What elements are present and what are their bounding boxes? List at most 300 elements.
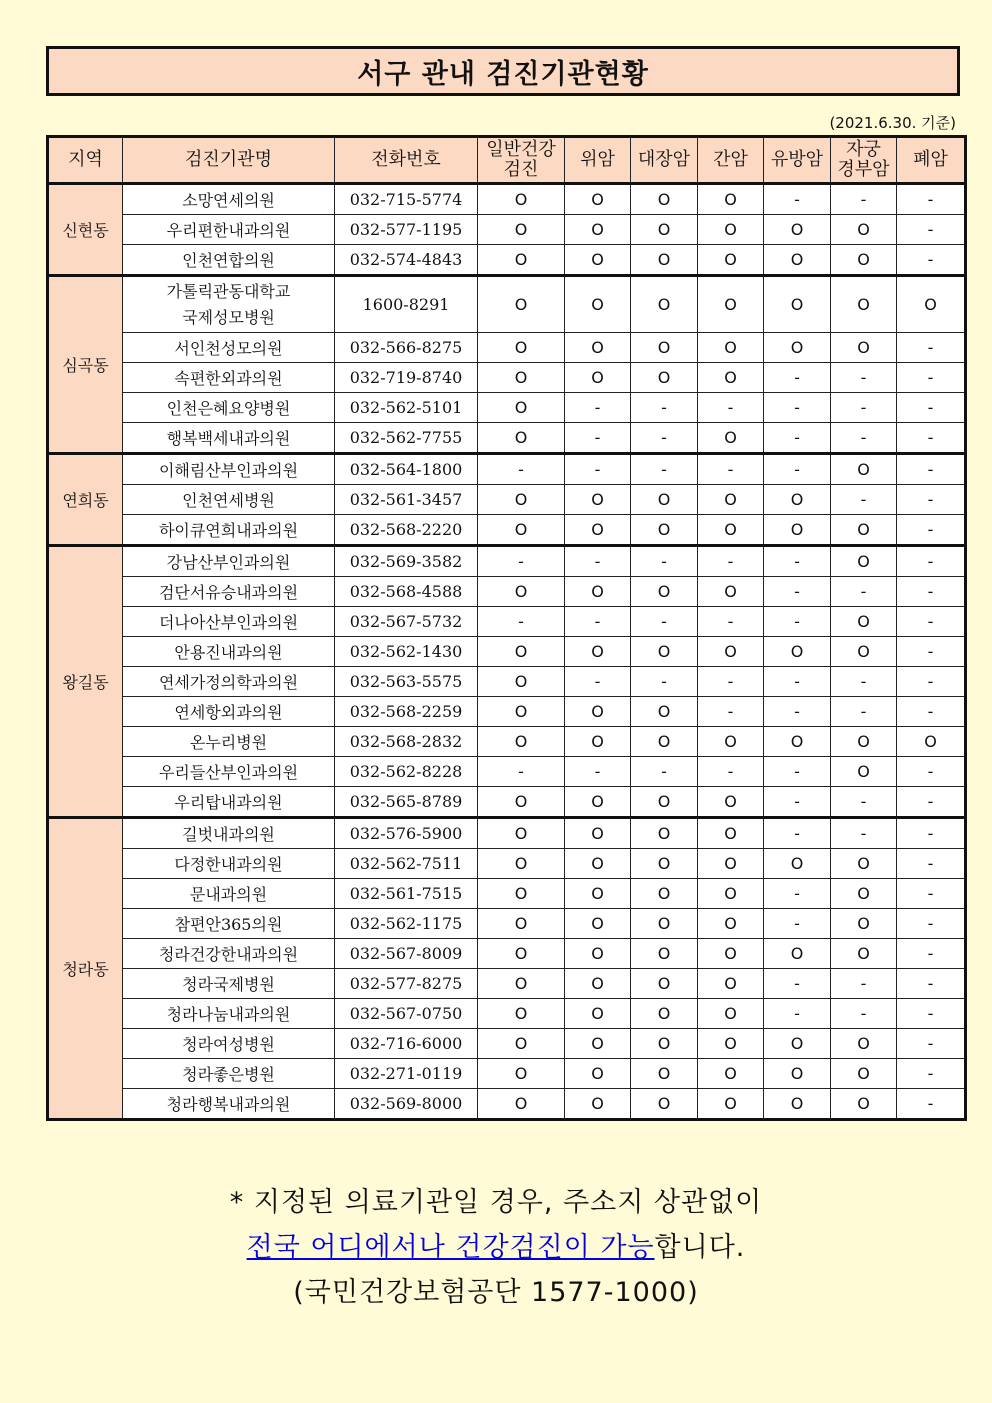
availability-mark: O <box>764 939 831 969</box>
availability-mark: O <box>831 454 897 485</box>
availability-mark: - <box>764 969 831 999</box>
availability-mark: - <box>897 1089 966 1120</box>
availability-mark: - <box>565 667 631 697</box>
availability-mark: O <box>478 1089 565 1120</box>
availability-mark: O <box>478 909 565 939</box>
table-row <box>48 757 966 787</box>
availability-mark: O <box>478 393 565 423</box>
table-row <box>48 999 966 1029</box>
clinic-phone: 032-577-1195 <box>335 215 478 245</box>
availability-mark: - <box>831 577 897 607</box>
clinic-table <box>46 135 967 1121</box>
availability-mark: - <box>897 515 966 546</box>
availability-mark: - <box>897 969 966 999</box>
availability-mark: O <box>478 184 565 215</box>
availability-mark: - <box>764 697 831 727</box>
availability-mark: - <box>831 697 897 727</box>
availability-mark: - <box>897 667 966 697</box>
availability-mark: O <box>698 879 764 909</box>
clinic-phone: 032-568-2259 <box>335 697 478 727</box>
availability-mark: - <box>897 577 966 607</box>
availability-mark: O <box>478 697 565 727</box>
availability-mark: O <box>565 485 631 515</box>
availability-mark: O <box>698 909 764 939</box>
availability-mark: O <box>698 276 764 333</box>
availability-mark: O <box>478 515 565 546</box>
clinic-phone: 032-567-5732 <box>335 607 478 637</box>
table-row <box>48 215 966 245</box>
notice-line-1: * 지정된 의료기관일 경우, 주소지 상관없이 <box>229 1187 763 1218</box>
availability-mark: - <box>764 454 831 485</box>
availability-mark: O <box>565 727 631 757</box>
availability-mark: O <box>631 939 698 969</box>
clinic-name: 하이큐연희내과의원 <box>123 515 335 546</box>
availability-mark: - <box>897 546 966 577</box>
header-lung-cancer: 폐암 <box>897 137 966 184</box>
table-row <box>48 454 966 485</box>
availability-mark: O <box>631 515 698 546</box>
table-row <box>48 607 966 637</box>
availability-mark: O <box>478 727 565 757</box>
availability-mark: O <box>897 727 966 757</box>
availability-mark: O <box>631 818 698 849</box>
table-row <box>48 1059 966 1089</box>
availability-mark: O <box>631 1089 698 1120</box>
availability-mark: - <box>897 849 966 879</box>
clinic-phone: 032-569-8000 <box>335 1089 478 1120</box>
clinic-name: 우리탑내과의원 <box>123 787 335 818</box>
clinic-name: 청라국제병원 <box>123 969 335 999</box>
availability-mark: O <box>631 1029 698 1059</box>
clinic-phone: 032-576-5900 <box>335 818 478 849</box>
clinic-name: 문내과의원 <box>123 879 335 909</box>
availability-mark: O <box>478 667 565 697</box>
availability-mark: O <box>631 184 698 215</box>
availability-mark: - <box>831 184 897 215</box>
availability-mark: O <box>631 333 698 363</box>
availability-mark: O <box>631 363 698 393</box>
clinic-name: 청라여성병원 <box>123 1029 335 1059</box>
availability-mark: - <box>631 423 698 454</box>
table-row <box>48 245 966 276</box>
availability-mark: O <box>478 577 565 607</box>
availability-mark: O <box>565 184 631 215</box>
availability-mark: - <box>897 879 966 909</box>
availability-mark: O <box>478 939 565 969</box>
availability-mark: O <box>698 333 764 363</box>
clinic-phone: 032-562-7511 <box>335 849 478 879</box>
availability-mark: O <box>698 1059 764 1089</box>
availability-mark: O <box>478 245 565 276</box>
availability-mark: O <box>764 215 831 245</box>
table-row <box>48 1029 966 1059</box>
availability-mark: O <box>698 727 764 757</box>
availability-mark: O <box>565 697 631 727</box>
table-row <box>48 849 966 879</box>
clinic-name: 행복백세내과의원 <box>123 423 335 454</box>
availability-mark: O <box>631 245 698 276</box>
availability-mark: - <box>897 245 966 276</box>
availability-mark: O <box>764 1029 831 1059</box>
availability-mark: - <box>764 999 831 1029</box>
table-row <box>48 637 966 667</box>
availability-mark: O <box>565 363 631 393</box>
table-row <box>48 393 966 423</box>
availability-mark: O <box>831 757 897 787</box>
availability-mark: - <box>764 546 831 577</box>
clinic-phone: 032-574-4843 <box>335 245 478 276</box>
availability-mark: O <box>565 939 631 969</box>
availability-mark: - <box>897 1029 966 1059</box>
availability-mark: O <box>698 577 764 607</box>
availability-mark: O <box>831 276 897 333</box>
header-stomach-cancer: 위암 <box>565 137 631 184</box>
availability-mark: - <box>897 787 966 818</box>
availability-mark: - <box>897 697 966 727</box>
clinic-phone: 032-577-8275 <box>335 969 478 999</box>
clinic-phone: 1600-8291 <box>335 276 478 333</box>
availability-mark: O <box>764 485 831 515</box>
availability-mark: - <box>897 999 966 1029</box>
availability-mark: O <box>478 363 565 393</box>
availability-mark: O <box>478 818 565 849</box>
clinic-name: 청라행복내과의원 <box>123 1089 335 1120</box>
availability-mark: O <box>831 333 897 363</box>
availability-mark: O <box>698 423 764 454</box>
table-row <box>48 546 966 577</box>
availability-mark: O <box>831 515 897 546</box>
region-cell: 신현동 <box>48 184 123 276</box>
availability-mark: O <box>478 637 565 667</box>
clinic-phone: 032-567-8009 <box>335 939 478 969</box>
clinic-name: 우리들산부인과의원 <box>123 757 335 787</box>
availability-mark: O <box>764 333 831 363</box>
availability-mark: O <box>478 1029 565 1059</box>
clinic-phone: 032-562-8228 <box>335 757 478 787</box>
availability-mark: - <box>831 999 897 1029</box>
availability-mark: - <box>698 393 764 423</box>
availability-mark: O <box>698 1029 764 1059</box>
availability-mark: O <box>565 818 631 849</box>
availability-mark: O <box>631 879 698 909</box>
table-row <box>48 727 966 757</box>
clinic-name: 안용진내과의원 <box>123 637 335 667</box>
availability-mark: O <box>565 276 631 333</box>
table-row <box>48 969 966 999</box>
availability-mark: O <box>631 727 698 757</box>
availability-mark: - <box>478 607 565 637</box>
availability-mark: O <box>565 999 631 1029</box>
availability-mark: O <box>698 818 764 849</box>
availability-mark: - <box>764 607 831 637</box>
availability-mark: - <box>831 393 897 423</box>
clinic-phone: 032-716-6000 <box>335 1029 478 1059</box>
notice-line-2-rest: 합니다. <box>654 1232 746 1263</box>
availability-mark: - <box>897 607 966 637</box>
availability-mark: O <box>565 849 631 879</box>
availability-mark: O <box>698 787 764 818</box>
availability-mark: - <box>897 637 966 667</box>
availability-mark: - <box>831 787 897 818</box>
availability-mark: O <box>478 215 565 245</box>
clinic-name: 인천은혜요양병원 <box>123 393 335 423</box>
table-row <box>48 276 966 333</box>
availability-mark: O <box>565 1089 631 1120</box>
region-cell: 심곡동 <box>48 276 123 454</box>
availability-mark: O <box>698 969 764 999</box>
availability-mark: O <box>831 849 897 879</box>
availability-mark: O <box>565 879 631 909</box>
availability-mark: O <box>831 909 897 939</box>
availability-mark: - <box>764 757 831 787</box>
clinic-name: 온누리병원 <box>123 727 335 757</box>
availability-mark: O <box>698 1089 764 1120</box>
availability-mark: O <box>478 879 565 909</box>
availability-mark: O <box>565 969 631 999</box>
clinic-phone: 032-567-0750 <box>335 999 478 1029</box>
table-row <box>48 1089 966 1120</box>
availability-mark: O <box>698 245 764 276</box>
availability-mark: O <box>764 245 831 276</box>
header-region: 지역 <box>48 137 123 184</box>
availability-mark: O <box>831 637 897 667</box>
availability-mark: O <box>698 939 764 969</box>
availability-mark: - <box>764 787 831 818</box>
availability-mark: - <box>698 546 764 577</box>
availability-mark: - <box>897 909 966 939</box>
availability-mark: - <box>831 818 897 849</box>
availability-mark: O <box>831 879 897 909</box>
availability-mark: O <box>698 184 764 215</box>
clinic-phone: 032-566-8275 <box>335 333 478 363</box>
availability-mark: O <box>631 999 698 1029</box>
table-row <box>48 333 966 363</box>
clinic-name: 우리편한내과의원 <box>123 215 335 245</box>
availability-mark: O <box>831 1059 897 1089</box>
clinic-phone: 032-568-4588 <box>335 577 478 607</box>
clinic-name: 강남산부인과의원 <box>123 546 335 577</box>
clinic-phone: 032-568-2220 <box>335 515 478 546</box>
availability-mark: O <box>764 849 831 879</box>
table-row <box>48 577 966 607</box>
availability-mark: - <box>897 939 966 969</box>
table-row <box>48 423 966 454</box>
availability-mark: - <box>698 697 764 727</box>
clinic-name: 인천연합의원 <box>123 245 335 276</box>
clinic-phone: 032-562-5101 <box>335 393 478 423</box>
availability-mark: - <box>698 667 764 697</box>
availability-mark: - <box>478 454 565 485</box>
availability-mark: - <box>565 546 631 577</box>
availability-mark: O <box>631 969 698 999</box>
availability-mark: - <box>478 546 565 577</box>
availability-mark: O <box>565 1059 631 1089</box>
notice-highlight: 전국 어디에서나 건강검진이 가능 <box>246 1232 655 1263</box>
availability-mark: - <box>897 333 966 363</box>
availability-mark: O <box>764 637 831 667</box>
availability-mark: - <box>897 818 966 849</box>
availability-mark: O <box>565 637 631 667</box>
header-liver-cancer: 간암 <box>698 137 764 184</box>
availability-mark: O <box>478 1059 565 1089</box>
availability-mark: O <box>478 969 565 999</box>
availability-mark: O <box>478 333 565 363</box>
availability-mark: O <box>565 909 631 939</box>
availability-mark: - <box>631 667 698 697</box>
clinic-phone: 032-562-1175 <box>335 909 478 939</box>
header-breast-cancer: 유방암 <box>764 137 831 184</box>
availability-mark: - <box>831 485 897 515</box>
availability-mark: O <box>698 849 764 879</box>
clinic-name: 인천연세병원 <box>123 485 335 515</box>
availability-mark: - <box>764 423 831 454</box>
table-row <box>48 515 966 546</box>
availability-mark: O <box>478 485 565 515</box>
availability-mark: - <box>631 757 698 787</box>
availability-mark: O <box>764 276 831 333</box>
availability-mark: - <box>897 393 966 423</box>
availability-mark: - <box>831 423 897 454</box>
availability-mark: - <box>897 363 966 393</box>
table-row <box>48 939 966 969</box>
availability-mark: - <box>565 607 631 637</box>
basis-date: (2021.6.30. 기준) <box>829 114 956 132</box>
availability-mark: - <box>698 607 764 637</box>
clinic-name: 청라나눔내과의원 <box>123 999 335 1029</box>
clinic-name: 서인천성모의원 <box>123 333 335 363</box>
region-cell: 청라동 <box>48 818 123 1120</box>
availability-mark: - <box>565 423 631 454</box>
availability-mark: - <box>698 454 764 485</box>
clinic-phone: 032-563-5575 <box>335 667 478 697</box>
availability-mark: O <box>831 245 897 276</box>
availability-mark: O <box>831 727 897 757</box>
availability-mark: O <box>831 1029 897 1059</box>
availability-mark: - <box>565 757 631 787</box>
availability-mark: - <box>764 667 831 697</box>
availability-mark: O <box>698 215 764 245</box>
clinic-phone: 032-271-0119 <box>335 1059 478 1089</box>
availability-mark: - <box>831 363 897 393</box>
availability-mark: O <box>631 215 698 245</box>
availability-mark: O <box>565 515 631 546</box>
clinic-name: 참편안365의원 <box>123 909 335 939</box>
table-row <box>48 879 966 909</box>
availability-mark: O <box>831 215 897 245</box>
availability-mark: - <box>631 607 698 637</box>
clinic-phone: 032-568-2832 <box>335 727 478 757</box>
clinic-name: 연세가정의학과의원 <box>123 667 335 697</box>
table-row <box>48 363 966 393</box>
availability-mark: O <box>565 787 631 818</box>
availability-mark: O <box>478 276 565 333</box>
availability-mark: O <box>631 787 698 818</box>
clinic-phone: 032-564-1800 <box>335 454 478 485</box>
clinic-name: 더나아산부인과의원 <box>123 607 335 637</box>
availability-mark: - <box>831 667 897 697</box>
clinic-name: 이해림산부인과의원 <box>123 454 335 485</box>
availability-mark: O <box>565 1029 631 1059</box>
clinic-name: 검단서유승내과의원 <box>123 577 335 607</box>
availability-mark: O <box>831 546 897 577</box>
availability-mark: O <box>764 1089 831 1120</box>
clinic-phone: 032-569-3582 <box>335 546 478 577</box>
availability-mark: O <box>565 577 631 607</box>
region-cell: 연희동 <box>48 454 123 546</box>
availability-mark: O <box>698 999 764 1029</box>
notice-line-2 <box>0 1225 992 1270</box>
clinic-name: 다정한내과의원 <box>123 849 335 879</box>
availability-mark: O <box>698 485 764 515</box>
availability-mark: - <box>698 757 764 787</box>
availability-mark: O <box>478 849 565 879</box>
clinic-phone: 032-562-1430 <box>335 637 478 667</box>
availability-mark: - <box>897 485 966 515</box>
availability-mark: - <box>764 184 831 215</box>
header-cervical-cancer: 자궁 경부암 <box>831 137 897 184</box>
clinic-phone: 032-562-7755 <box>335 423 478 454</box>
clinic-phone: 032-561-7515 <box>335 879 478 909</box>
clinic-name: 소망연세의원 <box>123 184 335 215</box>
table-row <box>48 485 966 515</box>
availability-mark: O <box>565 245 631 276</box>
availability-mark: O <box>631 577 698 607</box>
availability-mark: O <box>698 637 764 667</box>
availability-mark: O <box>698 363 764 393</box>
availability-mark: - <box>831 969 897 999</box>
availability-mark: - <box>897 184 966 215</box>
availability-mark: O <box>631 909 698 939</box>
availability-mark: O <box>565 333 631 363</box>
page-title: 서구 관내 검진기관현황 <box>46 46 960 96</box>
availability-mark: - <box>764 818 831 849</box>
availability-mark: O <box>478 423 565 454</box>
availability-mark: - <box>897 423 966 454</box>
availability-mark: O <box>698 515 764 546</box>
clinic-phone: 032-715-5774 <box>335 184 478 215</box>
table-row <box>48 667 966 697</box>
availability-mark: O <box>831 939 897 969</box>
availability-mark: O <box>831 1089 897 1120</box>
availability-mark: O <box>764 515 831 546</box>
availability-mark: - <box>478 757 565 787</box>
availability-mark: - <box>897 1059 966 1089</box>
table-row <box>48 818 966 849</box>
header-colon-cancer: 대장암 <box>631 137 698 184</box>
availability-mark: O <box>565 215 631 245</box>
clinic-phone: 032-561-3457 <box>335 485 478 515</box>
table-row <box>48 787 966 818</box>
clinic-name: 연세항외과의원 <box>123 697 335 727</box>
clinic-name: 속편한외과의원 <box>123 363 335 393</box>
availability-mark: - <box>764 363 831 393</box>
clinic-phone: 032-565-8789 <box>335 787 478 818</box>
availability-mark: - <box>631 546 698 577</box>
availability-mark: O <box>631 697 698 727</box>
table-row <box>48 909 966 939</box>
table-row <box>48 184 966 215</box>
availability-mark: O <box>631 1059 698 1089</box>
clinic-name: 길벗내과의원 <box>123 818 335 849</box>
availability-mark: - <box>631 393 698 423</box>
availability-mark: - <box>631 454 698 485</box>
clinic-phone: 032-719-8740 <box>335 363 478 393</box>
availability-mark: - <box>565 454 631 485</box>
availability-mark: O <box>831 607 897 637</box>
availability-mark: - <box>897 454 966 485</box>
availability-mark: - <box>764 393 831 423</box>
availability-mark: O <box>631 485 698 515</box>
